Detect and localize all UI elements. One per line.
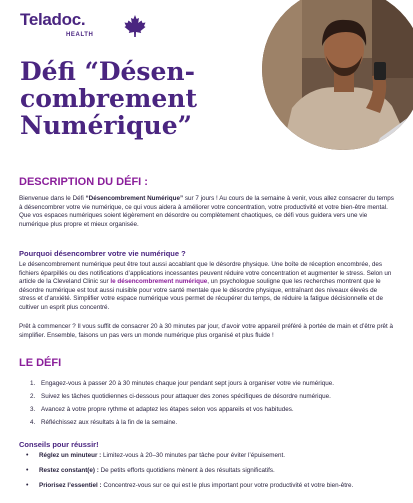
step-number: 4. <box>30 419 36 426</box>
step-item <box>30 393 390 406</box>
maple-leaf-icon <box>123 14 147 38</box>
step-text: Réfléchissez aux résultats à la fin de la semaine. <box>41 419 178 426</box>
page-title: Défi “Désen-combrement Numérique” <box>20 57 197 140</box>
bullet-icon: • <box>26 482 29 489</box>
bullet-icon: • <box>26 452 29 459</box>
step-number: 2. <box>30 393 36 400</box>
step-text: Suivez les tâches quotidiennes ci-dessous pour attaquer des zones spécifiques de désordre numérique. <box>41 393 331 400</box>
step-item <box>30 419 390 432</box>
step-text: Engagez-vous à passer 20 à 30 minutes chaque jour pendant sept jours à organiser votre vie numérique. <box>41 380 334 387</box>
challenge-name: “Désencombrement Numérique” <box>85 195 184 202</box>
bullet-icon: • <box>26 467 29 474</box>
tip-item <box>26 467 396 482</box>
tip-label: Priorisez l’essentiel : <box>39 482 102 489</box>
tip-text: De petits efforts quotidiens mènent à des résultats significatifs. <box>98 467 275 474</box>
tips-list <box>26 452 396 497</box>
tip-item <box>26 452 396 467</box>
step-number: 3. <box>30 406 36 413</box>
tip-item <box>26 482 396 497</box>
description-intro: Bienvenue dans le Défi <box>19 195 86 202</box>
description-heading: DESCRIPTION DU DÉFI : <box>19 176 148 188</box>
defi-heading: LE DÉFI <box>19 357 62 369</box>
logo-subtitle: HEALTH <box>66 32 94 38</box>
description-paragraph <box>19 195 394 229</box>
tip-label: Réglez un minuteur : <box>39 452 102 459</box>
cleveland-clinic-link[interactable]: le désencombrement numérique <box>110 278 208 286</box>
step-number: 1. <box>30 380 36 387</box>
why-paragraph <box>19 261 394 313</box>
tip-text: Limitez-vous à 20–30 minutes par tâche pour éviter l’épuisement. <box>101 452 286 459</box>
step-item <box>30 406 390 419</box>
hero-photo <box>262 0 413 150</box>
step-item <box>30 380 390 393</box>
tips-heading: Conseils pour réussir! <box>19 440 99 449</box>
teladoc-logo <box>20 10 170 38</box>
why-text-a: Le désencombrement numérique peut être tout aussi accablant que le désordre physique. Une boîte de réception encombrée, des fichiers éparpillés ou des notifications d’applications incessantes peuvent réduire votre concentration et augmenter le stress. Selon un article de la Cleveland Clinic sur <box>19 261 392 286</box>
ready-paragraph: Prêt à commencer ? Il vous suffit de consacrer 20 à 30 minutes par jour, d’avoir votre appareil préféré à portée de main et d’être prêt à simplifier. Ensemble, faisons un pas vers un monde numérique plus organisé et plus fluide ! <box>19 323 394 339</box>
steps-list <box>30 380 390 432</box>
why-text-b: , un psychologue souligne que les recherches montrent que le désordre numérique est tout aussi nuisible pour votre santé mentale que le désordre physique, entraînant des niveaux élevés de stress et d’anxiété. Simplifier votre espace numérique vous permet de récupérer du temps, de réduire la fatigue décisionnelle et de cultiver un esprit plus concentré. <box>19 278 384 311</box>
logo-wordmark: Teladoc. <box>20 10 86 29</box>
description-body: sur 7 jours ! Au cours de la semaine à venir, vous allez consacrer du temps à désencombrer votre vie numérique, ce qui vous aidera à améliorer votre concentration, votre productivité et votre bien-être mental. Que vos espaces numériques soient légèrement en désordre ou complètement chaotiques, ce défi vous guidera vers une vie numérique plus propre et mieux organisée. <box>19 195 394 228</box>
tip-text: Concentrez-vous sur ce qui est le plus important pour votre productivité et votre bien-être. <box>101 482 354 489</box>
tip-label: Restez constant(e) : <box>39 467 99 474</box>
step-text: Avancez à votre propre rythme et adaptez les étapes selon vos appareils et vos habitudes. <box>41 406 294 413</box>
why-heading: Pourquoi désencombrer votre vie numérique ? <box>19 249 186 258</box>
